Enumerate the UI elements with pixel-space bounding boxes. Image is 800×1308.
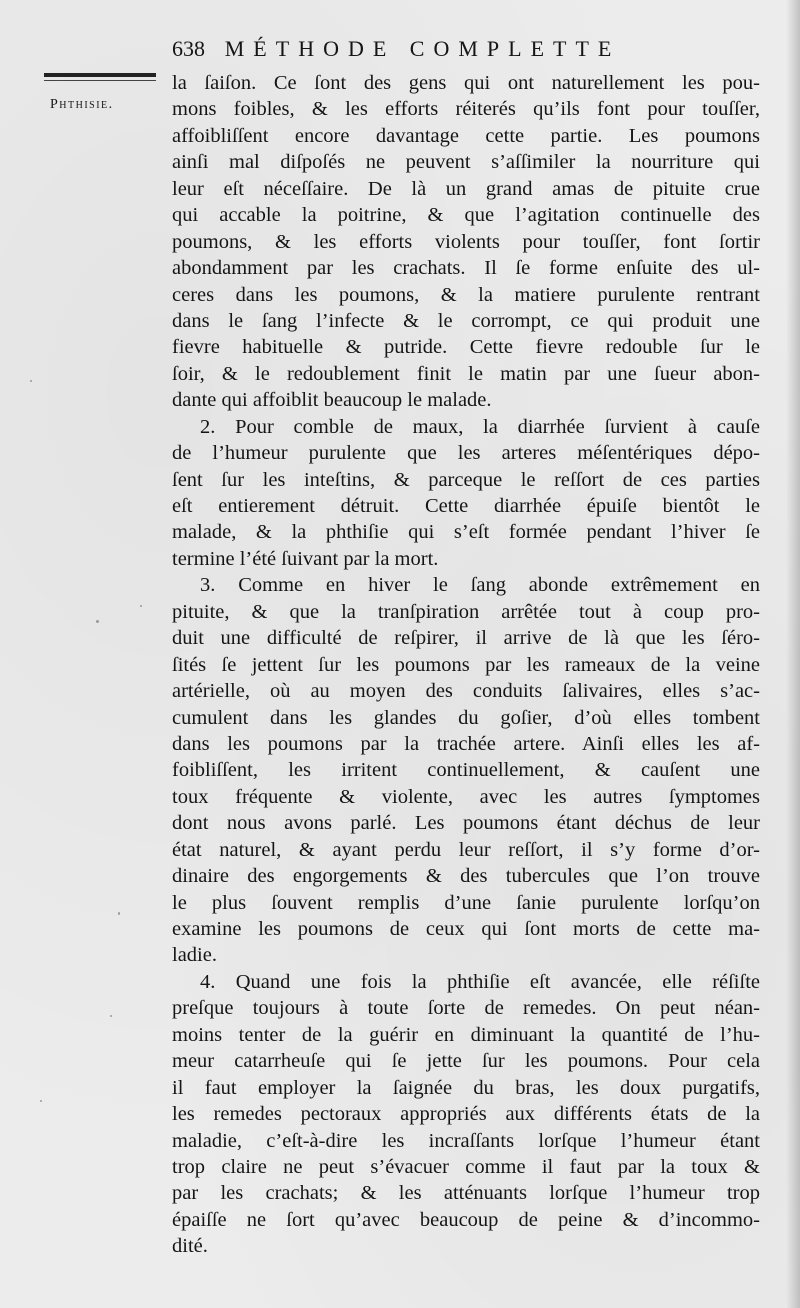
margin-rule-thin	[44, 80, 156, 81]
text-line: moins tenter de la guérir en diminuant la quantité de l’hu-	[172, 1023, 760, 1046]
text-line: preſque toujours à toute ſorte de remedes. On peut néan-	[172, 997, 760, 1020]
text-line: meur catarrheuſe qui ſe jette ſur les poumons. Pour cela	[172, 1050, 760, 1073]
text-line: les remedes pectoraux appropriés aux différents états de la	[172, 1103, 760, 1126]
text-line: état naturel, & ayant perdu leur reſſort, il s’y forme d’or-	[172, 838, 760, 861]
text-line: qui accable la poitrine, & que l’agitation continuelle des	[172, 204, 760, 227]
page-edge-shadow	[786, 0, 800, 1308]
paper-speck	[40, 1100, 42, 1102]
paper-speck	[140, 605, 142, 607]
text-line: de l’humeur purulente que les arteres méſentériques dépo-	[172, 442, 760, 465]
text-line: 3. Comme en hiver le ſang abonde extrêmement en	[200, 574, 760, 597]
text-line: eſt entierement détruit. Cette diarrhée épuiſe bientôt le	[172, 495, 760, 517]
text-line: dante qui affoiblit beaucoup le malade.	[172, 389, 492, 412]
text-line: mons foibles, & les efforts réiterés qu’ils font pour touſſer,	[172, 98, 760, 121]
paper-speck	[96, 620, 99, 623]
text-line: épaiſſe ne ſort qu’avec beaucoup de peine & d’incommo-	[172, 1208, 760, 1231]
text-line: foibliſſent, les irritent continuellement, & cauſent une	[172, 759, 760, 782]
text-line: ladie.	[172, 944, 217, 967]
text-line: dans les poumons par la trachée artere. Ainſi elles les af-	[172, 732, 760, 755]
text-line: par les crachats; & les atténuants lorſque l’humeur trop	[172, 1182, 760, 1205]
text-line: affoibliſſent encore davantage cette partie. Les poumons	[172, 124, 760, 147]
text-line: le plus ſouvent remplis d’une ſanie purulente lorſqu’on	[172, 891, 760, 914]
text-line: dans le ſang l’infecte & le corrompt, ce qui produit une	[172, 309, 760, 332]
paper-speck	[118, 912, 120, 915]
text-line: termine l’été ſuivant par la mort.	[172, 547, 439, 570]
body-text	[172, 70, 760, 1260]
text-line: fievre habituelle & putride. Cette fievre redouble ſur le	[172, 336, 760, 359]
page-number: 638	[172, 36, 205, 61]
text-line: 2. Pour comble de maux, la diarrhée ſurvient à cauſe	[200, 415, 760, 438]
text-line: poumons, & les efforts violents pour touſſer, font ſortir	[172, 230, 760, 253]
text-line: dont nous avons parlé. Les poumons étant déchus de leur	[172, 812, 760, 835]
paper-speck	[110, 1015, 112, 1017]
text-line: cumulent dans les glandes du goſier, d’où elles tombent	[172, 706, 760, 729]
text-line: ainſi mal diſpoſés ne peuvent s’aſſimiler la nourriture qui	[172, 151, 760, 174]
text-line: dinaire des engorgements & des tubercules que l’on trouve	[172, 865, 760, 888]
text-line: trop claire ne peut s’évacuer comme il faut par la toux &	[172, 1155, 760, 1178]
text-line: pituite, & que la tranſpiration arrêtée tout à coup pro-	[172, 600, 760, 623]
text-line: artérielle, où au moyen des conduits ſalivaires, elles s’ac-	[172, 680, 760, 703]
text-line: maladie, c’eſt-à-dire les incraſſants lorſque l’humeur étant	[172, 1129, 760, 1152]
text-line: malade, & la phthiſie qui s’eſt formée pendant l’hiver ſe	[172, 521, 760, 544]
text-line: ſités ſe jettent ſur les poumons par les rameaux de la veine	[172, 653, 760, 676]
text-line: examine les poumons de ceux qui ſont morts de cette ma-	[172, 918, 760, 940]
text-line: ſoir, & le redoublement finit le matin par une ſueur abon-	[172, 362, 760, 385]
running-head	[172, 36, 732, 66]
text-line: ſent ſur les inteſtins, & parceque le reſſort de ces parties	[172, 468, 760, 491]
text-line: ceres dans les poumons, & la matiere purulente rentrant	[172, 283, 760, 306]
text-line: abondamment par les crachats. Il ſe forme enſuite des ul-	[172, 257, 760, 280]
margin-note: Phthisie.	[50, 97, 114, 112]
margin-rule	[44, 73, 156, 77]
paper-speck	[30, 380, 32, 382]
running-title: MÉTHODE COMPLETTE	[224, 36, 621, 61]
text-line: 4. Quand une fois la phthiſie eſt avancée, elle réſiſte	[200, 970, 760, 993]
text-line: duit une difficulté de reſpirer, il arrive de là que les ſéro-	[172, 627, 760, 650]
text-line: toux fréquente & violente, avec les autres ſymptomes	[172, 785, 760, 808]
text-line: leur eſt néceſſaire. De là un grand amas de pituite crue	[172, 177, 760, 200]
text-line: il faut employer la ſaignée du bras, les doux purgatifs,	[172, 1076, 760, 1099]
text-line: la ſaiſon. Ce ſont des gens qui ont naturellement les pou-	[172, 72, 760, 94]
text-line: dité.	[172, 1235, 208, 1258]
